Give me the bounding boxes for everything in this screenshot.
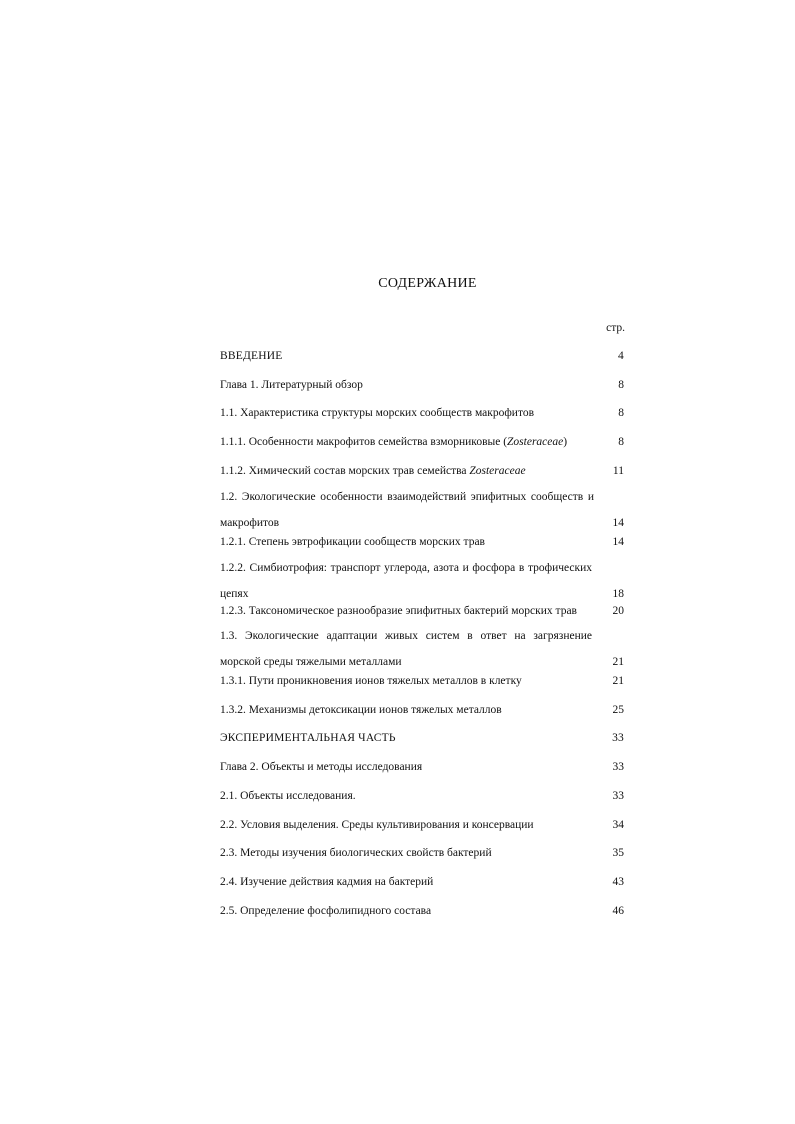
toc-entry-page: 34 bbox=[612, 819, 624, 831]
toc-entry-page: 33 bbox=[612, 790, 624, 802]
toc-entry-text: 1.3.1. Пути проникновения ионов тяжелых металлов в клетку bbox=[220, 675, 522, 687]
toc-entry-text: макрофитов bbox=[220, 517, 280, 529]
toc-entry bbox=[220, 818, 624, 832]
toc-entry-page: 14 bbox=[612, 536, 624, 548]
toc-entry-text: 2.4. Изучение действия кадмия на бактерий bbox=[220, 876, 434, 888]
toc-entry-text: морской среды тяжелыми металлами bbox=[220, 656, 402, 668]
toc-entry-page: 33 bbox=[612, 732, 624, 744]
toc-entry bbox=[220, 904, 624, 918]
toc-entry-text: 1.1.1. Особенности макрофитов семейства взморниковые (Zosteraceae) bbox=[220, 436, 568, 448]
toc-entry-page: 14 bbox=[612, 517, 624, 529]
toc-entry-text: ЭКСПЕРИМЕНТАЛЬНАЯ ЧАСТЬ bbox=[220, 732, 396, 744]
toc-entry-page: 43 bbox=[612, 876, 624, 888]
toc-entry-text: 2.1. Объекты исследования. bbox=[220, 790, 356, 802]
toc-entry-text: 1.3.2. Механизмы детоксикации ионов тяжелых металлов bbox=[220, 704, 502, 716]
toc-entry-text: 1.1. Характеристика структуры морских сообществ макрофитов bbox=[220, 407, 534, 419]
toc-entry bbox=[220, 535, 624, 549]
toc-entry-page: 11 bbox=[612, 465, 624, 477]
toc-entry-text: 1.2.1. Степень эвтрофикации сообществ морских трав bbox=[220, 536, 485, 548]
toc-entry-text: 1.2.3. Таксономическое разнообразие эпифитных бактерий морских трав bbox=[220, 605, 577, 617]
toc-entry-line2 bbox=[220, 587, 624, 601]
toc-entry-page: 4 bbox=[618, 350, 624, 362]
toc-entry bbox=[220, 378, 624, 392]
toc-entry-text: цепях bbox=[220, 588, 249, 600]
toc-entry bbox=[220, 604, 624, 618]
toc-entry-page: 21 bbox=[612, 656, 624, 668]
toc-entry-page: 46 bbox=[612, 905, 624, 917]
toc-entry bbox=[220, 349, 624, 363]
toc-entry-line2 bbox=[220, 655, 624, 669]
toc-entry-line1 bbox=[220, 629, 624, 643]
toc-entry bbox=[220, 875, 624, 889]
toc-entry-page: 8 bbox=[618, 436, 624, 448]
toc-entry bbox=[220, 703, 624, 717]
toc-entry bbox=[220, 846, 624, 860]
toc-entry-text: ВВЕДЕНИЕ bbox=[220, 350, 283, 362]
toc-entry-page: 20 bbox=[612, 605, 624, 617]
page-column-header: стр. bbox=[606, 322, 625, 334]
toc-entry-text: 2.2. Условия выделения. Среды культивирования и консервации bbox=[220, 819, 534, 831]
toc-entry-text: Глава 1. Литературный обзор bbox=[220, 379, 363, 391]
toc-entry bbox=[220, 674, 624, 688]
toc-entry-text: 1.3. Экологические адаптации живых систем в ответ на загрязнение bbox=[220, 630, 592, 642]
toc-entry-text: 1.2. Экологические особенности взаимодействий эпифитных сообществ и bbox=[220, 491, 594, 503]
toc-entry bbox=[220, 731, 624, 745]
toc-entry-text: 1.2.2. Симбиотрофия: транспорт углерода, азота и фосфора в трофических bbox=[220, 562, 592, 574]
toc-entry-page: 8 bbox=[618, 379, 624, 391]
toc-entry bbox=[220, 760, 624, 774]
toc-entry bbox=[220, 464, 624, 478]
toc-entry-page: 18 bbox=[612, 588, 624, 600]
toc-entry-line1 bbox=[220, 561, 624, 575]
toc-entry-page: 8 bbox=[618, 407, 624, 419]
page-title: СОДЕРЖАНИЕ bbox=[378, 276, 477, 291]
toc-entry-line2 bbox=[220, 516, 624, 530]
toc-entry-text: 2.5. Определение фосфолипидного состава bbox=[220, 905, 432, 917]
toc-entry-page: 33 bbox=[612, 761, 624, 773]
toc-entry-page: 25 bbox=[612, 704, 624, 716]
toc-entry bbox=[220, 406, 624, 420]
toc-entry bbox=[220, 789, 624, 803]
toc-entry-page: 21 bbox=[612, 675, 624, 687]
toc-entry-text: 1.1.2. Химический состав морских трав семейства Zosteraceae bbox=[220, 465, 526, 477]
toc-entry bbox=[220, 435, 624, 449]
toc-entry-text: Глава 2. Объекты и методы исследования bbox=[220, 761, 423, 773]
toc-entry-line1 bbox=[220, 490, 624, 504]
toc-entry-page: 35 bbox=[612, 847, 624, 859]
toc-entry-text: 2.3. Методы изучения биологических свойств бактерий bbox=[220, 847, 492, 859]
